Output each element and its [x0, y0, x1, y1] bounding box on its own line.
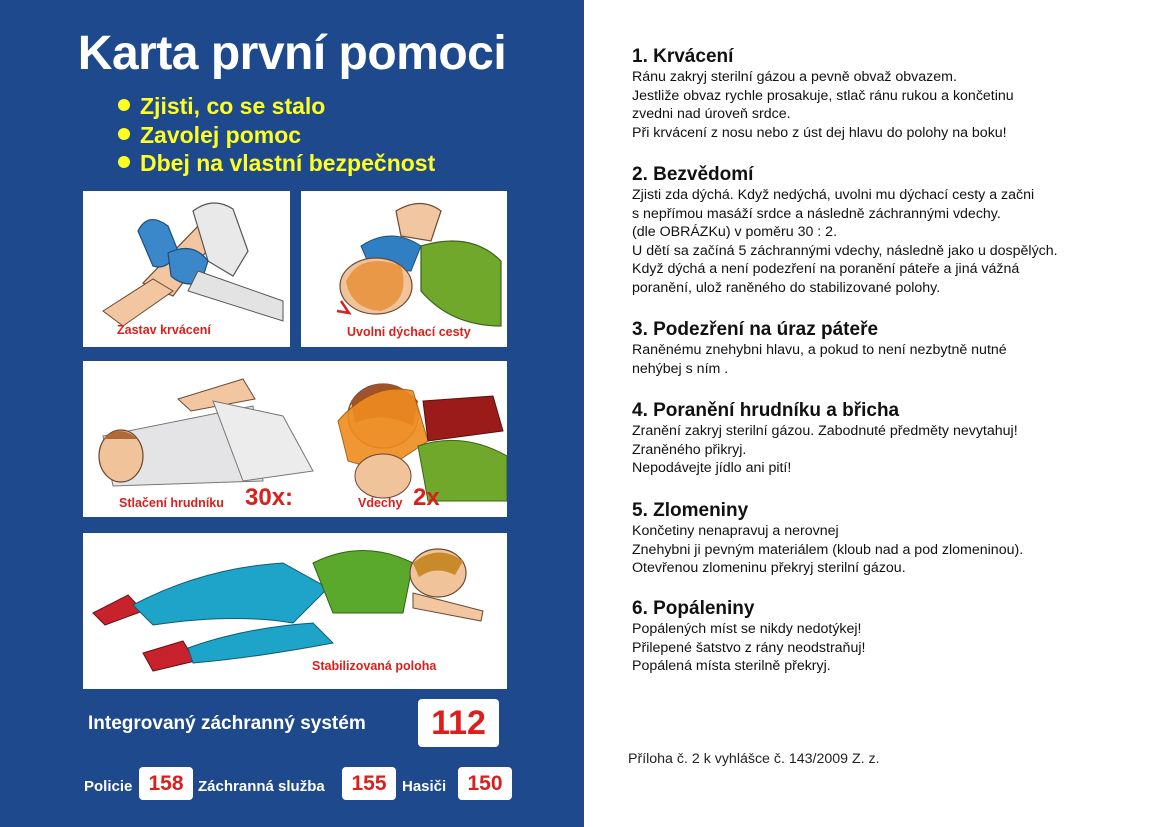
section-unconscious [632, 164, 1058, 297]
instruction-text: Zavolej pomoc [140, 121, 302, 148]
section-line: poranění, ulož raněného do stabilizované polohy. [632, 279, 941, 296]
airway-illustration [301, 191, 507, 347]
section-line: s nepřímou masáží srdce a následně záchrannými vdechy. [632, 205, 1001, 222]
section-line: Při krvácení z nosu nebo z úst dej hlavu do polohy na boku! [632, 124, 1007, 141]
section-line: Popálených míst se nikdy nedotýkej! [632, 621, 862, 637]
section-spine [632, 319, 1007, 378]
section-line: Zraněného přikryj. [632, 441, 747, 458]
footer-note: Příloha č. 2 k vyhlášce č. 143/2009 Z. z. [628, 751, 880, 767]
police-number: 158 [139, 767, 193, 800]
bullet-icon [118, 99, 130, 111]
instruction-list [118, 92, 435, 178]
instruction-text: Zjisti, co se stalo [140, 93, 326, 119]
bleeding-panel [83, 191, 290, 347]
section-line: Popálená místa sterilně překryj. [632, 658, 831, 674]
ambulance-number: 155 [342, 767, 396, 800]
instruction-item [118, 92, 435, 121]
section-line: Končetiny nenapravuj a nerovnej [632, 523, 839, 539]
breaths-caption: Vdechy [358, 496, 403, 510]
fire-label: Hasiči [402, 778, 447, 795]
section-line: Raněnému znehybni hlavu, a pokud to není nezbytně nutné [632, 342, 1007, 358]
section-line: (dle OBRÁZKu) v poměru 30 : 2. [632, 224, 838, 240]
fire-number: 150 [458, 767, 512, 800]
page-title: Karta první pomoci [77, 27, 507, 80]
police-label: Policie [84, 778, 133, 795]
cpr-illustration [83, 361, 507, 517]
recovery-caption: Stabilizovaná poloha [312, 659, 437, 673]
instruction-item [118, 121, 435, 150]
section-heading: 5. Zlomeniny [632, 500, 749, 521]
section-line: nehýbej s ním . [632, 360, 729, 377]
section-fractures [632, 500, 1023, 578]
section-line: Nepodávejte jídlo ani pití! [632, 460, 792, 476]
bullet-icon [118, 128, 130, 140]
section-line: zvedni nad úroveň srdce. [632, 106, 791, 122]
section-line: Přilepené šatstvo z rány neodstraňuj! [632, 639, 866, 656]
airway-caption: Uvolni dýchací cesty [347, 325, 471, 339]
section-line: Jestliže obvaz rychle prosakuje, stlač ránu rukou a končetinu [632, 87, 1014, 104]
instruction-item [118, 149, 435, 178]
breaths-count: 2x [413, 484, 440, 511]
section-burns [632, 598, 865, 676]
airway-panel [301, 191, 507, 347]
bleeding-caption: Zastav krvácení [117, 323, 211, 337]
recovery-position-illustration [83, 533, 507, 689]
section-heading: 3. Podezření na úraz páteře [632, 319, 879, 340]
cpr-panel [83, 361, 507, 517]
ambulance-label: Záchranná služba [198, 778, 325, 795]
section-line: Když dýchá a není podezření na poranění páteře a jiná vážná [632, 261, 1020, 277]
section-line: Ránu zakryj sterilní gázou a pevně obvaž obvazem. [632, 69, 957, 85]
bullet-icon [118, 156, 130, 168]
section-heading: 2. Bezvědomí [632, 164, 754, 185]
section-heading: 4. Poranění hrudníku a břicha [632, 400, 900, 421]
izs-label: Integrovaný záchranný systém [88, 713, 366, 734]
section-bleeding [632, 46, 1014, 142]
section-line: Zranění zakryj sterilní gázou. Zabodnuté předměty nevytahuj! [632, 423, 1018, 439]
instruction-text: Dbej na vlastní bezpečnost [140, 150, 436, 176]
recovery-panel [83, 533, 507, 689]
section-line: Znehybni ji pevným materiálem (kloub nad a pod zlomeninou). [632, 541, 1024, 558]
section-line: Zjisti zda dýchá. Když nedýchá, uvolni mu dýchací cesty a začni [632, 187, 1035, 203]
section-chest [632, 400, 1018, 478]
izs-number: 112 [418, 699, 499, 747]
compressions-caption: Stlačení hrudníku [119, 496, 224, 510]
section-heading: 1. Krvácení [632, 46, 734, 67]
section-line: U dětí sa začíná 5 záchrannými vdechy, následně jako u dospělých. [632, 242, 1058, 259]
section-line: Otevřenou zlomeninu překryj sterilní gázou. [632, 560, 906, 576]
compressions-count: 30x: [245, 484, 294, 511]
section-heading: 6. Popáleniny [632, 598, 755, 619]
